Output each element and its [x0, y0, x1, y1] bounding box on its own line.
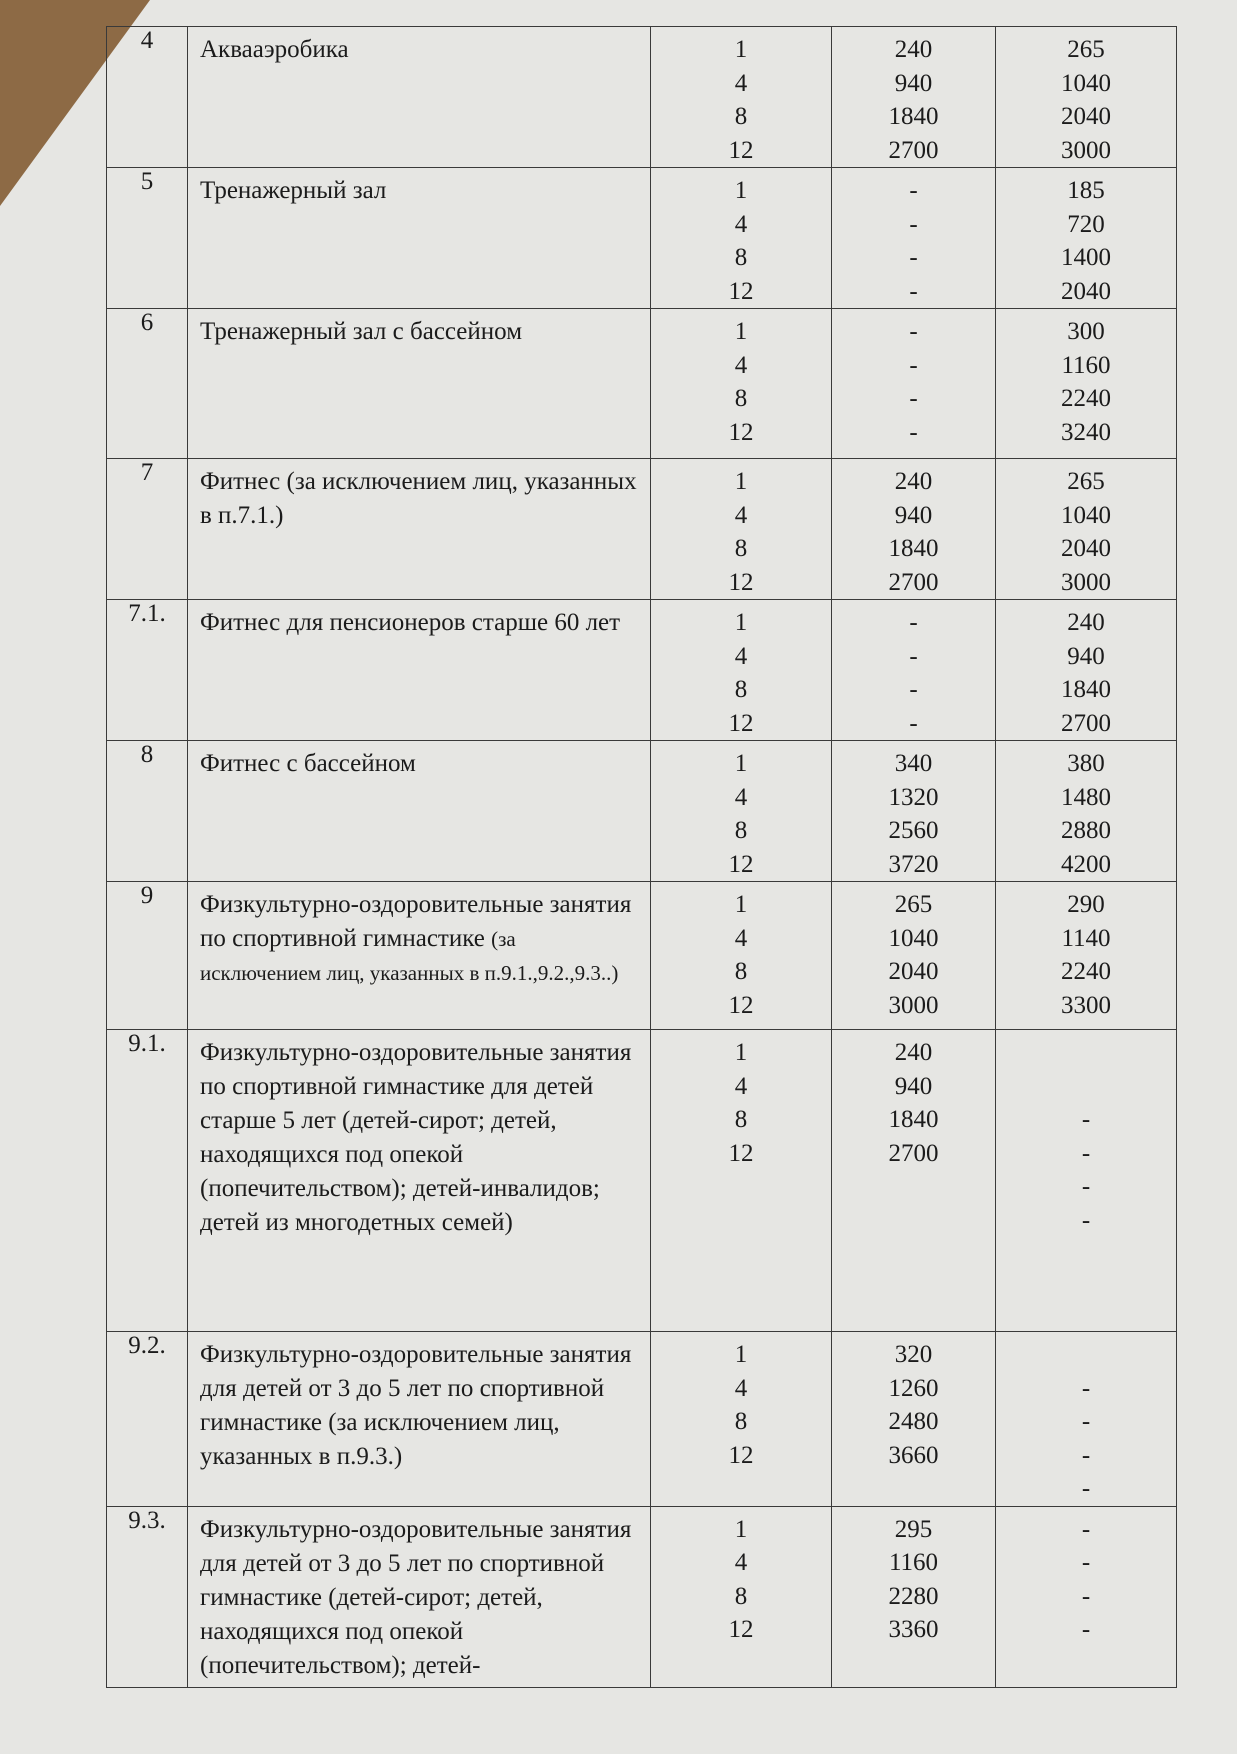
sessions-cell-sessions: [651, 168, 832, 309]
cell-value: 1: [734, 318, 748, 345]
price-cell-price1: [832, 1030, 996, 1332]
row-number: 9.2.: [107, 1332, 188, 1507]
cell-value: 185: [1067, 177, 1105, 204]
price-cell-price1: [832, 309, 996, 459]
table-row: [107, 309, 1177, 459]
service-name-text: Фитнес (за исключением лиц, указанных в п.7.1.): [200, 468, 637, 529]
cell-value: 4: [734, 1374, 748, 1402]
cell-value: 4: [734, 351, 748, 379]
cell-value: 1: [734, 177, 748, 204]
table-row: [107, 1332, 1177, 1507]
price-cell-price2: [996, 309, 1177, 459]
cell-value: 1840: [888, 535, 939, 562]
row-number: 4: [107, 27, 188, 168]
service-name: [188, 741, 651, 882]
table-row: [107, 168, 1177, 309]
cell-value: -: [909, 318, 918, 345]
row-number: 8: [107, 741, 188, 882]
cell-value: 12: [728, 991, 754, 1019]
cell-value: 3660: [888, 1441, 939, 1469]
table-row: [107, 600, 1177, 741]
cell-value: -: [1081, 1139, 1091, 1167]
cell-value: 340: [894, 750, 933, 777]
cell-value: 300: [1067, 318, 1105, 345]
price-cell-price1: [832, 600, 996, 741]
service-name: [188, 168, 651, 309]
price-cell-price1: [832, 741, 996, 882]
cell-value: 1840: [888, 1106, 939, 1133]
cell-value: 8: [734, 244, 748, 271]
price-cell-price2: [996, 1506, 1177, 1687]
cell-value: 1160: [1061, 351, 1111, 379]
cell-value: [996, 1070, 1176, 1104]
cell-value: 12: [728, 136, 754, 164]
cell-value: -: [1081, 1374, 1091, 1402]
cell-value: 1840: [1061, 676, 1111, 703]
sessions-cell-sessions: [651, 1506, 832, 1687]
service-name: [188, 1506, 651, 1687]
service-name-text: Физкультурно-оздоровительные занятия по спортивной гимнастике: [200, 891, 632, 952]
cell-value: -: [909, 351, 918, 379]
price-cell-price1: [832, 882, 996, 1030]
cell-value: 4: [734, 501, 748, 529]
cell-value: 1400: [1061, 244, 1111, 271]
cell-value: 2040: [1061, 103, 1111, 130]
cell-value: -: [1081, 1408, 1091, 1435]
service-name-note: (за исключением лиц, указанных в п.9.1.,9.2.,9.3..): [200, 927, 619, 985]
cell-value: -: [1081, 1616, 1091, 1643]
cell-value: 12: [728, 277, 754, 305]
cell-value: 295: [894, 1515, 933, 1543]
cell-value: -: [909, 418, 918, 446]
cell-value: 2040: [888, 958, 939, 985]
cell-value: 1: [734, 891, 748, 918]
cell-value: 240: [894, 1039, 933, 1066]
cell-value: 1: [734, 468, 748, 495]
cell-value: -: [1081, 1582, 1091, 1610]
cell-value: 8: [734, 817, 748, 844]
price-cell-price1: [832, 1506, 996, 1687]
cell-value: 12: [728, 1441, 754, 1469]
cell-value: 2480: [888, 1408, 939, 1435]
service-name: [188, 1030, 651, 1332]
cell-value: 720: [1067, 210, 1105, 238]
price-cell-price2: [996, 741, 1177, 882]
row-number: 7: [107, 459, 188, 600]
cell-value: -: [909, 709, 918, 737]
table-row: [107, 741, 1177, 882]
cell-value: 3000: [1061, 568, 1111, 596]
cell-value: 1040: [1061, 501, 1111, 529]
cell-value: 1480: [1061, 783, 1111, 811]
cell-value: -: [1081, 1475, 1091, 1502]
cell-value: 3000: [1061, 136, 1111, 164]
cell-value: 1160: [888, 1549, 939, 1576]
cell-value: 8: [734, 103, 748, 130]
price-cell-price1: [832, 168, 996, 309]
cell-value: 12: [728, 850, 754, 878]
cell-value: 940: [894, 69, 933, 97]
cell-value: 1320: [888, 783, 939, 811]
cell-value: 8: [734, 535, 748, 562]
cell-value: 940: [894, 1072, 933, 1100]
table-row: [107, 1506, 1177, 1687]
cell-value: 2560: [888, 817, 939, 844]
cell-value: 1840: [888, 103, 939, 130]
cell-value: 290: [1067, 891, 1105, 918]
service-name-text: Физкультурно-оздоровительные занятия для детей от 3 до 5 лет по спортивной гимнастике (детей-сирот; детей, находящихся под опекой (попечительством); детей-: [200, 1515, 632, 1679]
cell-value: 8: [734, 385, 748, 412]
price-cell-price1: [832, 459, 996, 600]
cell-value: 8: [734, 1408, 748, 1435]
cell-value: 3000: [888, 991, 939, 1019]
cell-value: 3360: [888, 1616, 939, 1643]
cell-value: 4200: [1061, 850, 1111, 878]
cell-value: 240: [1067, 609, 1105, 636]
cell-value: 4: [734, 210, 748, 238]
sessions-cell-sessions: [651, 27, 832, 168]
service-name: [188, 309, 651, 459]
cell-value: -: [909, 244, 918, 271]
service-name-text: Физкультурно-оздоровительные занятия по спортивной гимнастике для детей старше 5 лет (детей-сирот; детей, находящихся под опекой (попечительством); детей-инвалидов; детей из многодетных семей): [200, 1039, 632, 1236]
price-cell-price1: [832, 1332, 996, 1507]
service-name: [188, 600, 651, 741]
price-cell-price2: [996, 882, 1177, 1030]
cell-value: 3300: [1061, 991, 1111, 1019]
cell-value: 2700: [888, 568, 939, 596]
cell-value: 1: [734, 609, 748, 636]
sessions-cell-sessions: [651, 882, 832, 1030]
price-cell-price2: [996, 1332, 1177, 1507]
price-cell-price1: [832, 27, 996, 168]
cell-value: -: [1081, 1549, 1091, 1576]
cell-value: [996, 1338, 1176, 1372]
cell-value: -: [1081, 1515, 1091, 1543]
cell-value: 4: [734, 642, 748, 670]
service-name-text: Тренажерный зал с бассейном: [200, 318, 523, 345]
cell-value: 1: [734, 1515, 748, 1543]
cell-value: 1040: [1061, 69, 1111, 97]
service-name: [188, 27, 651, 168]
price-cell-price2: [996, 27, 1177, 168]
price-cell-price2: [996, 600, 1177, 741]
row-number: 5: [107, 168, 188, 309]
price-table: [106, 26, 1177, 1688]
table-row: [107, 27, 1177, 168]
cell-value: 2880: [1061, 817, 1111, 844]
cell-value: -: [1081, 1441, 1091, 1469]
sessions-cell-sessions: [651, 600, 832, 741]
cell-value: 320: [894, 1341, 933, 1368]
row-number: 7.1.: [107, 600, 188, 741]
cell-value: 940: [1067, 642, 1105, 670]
row-number: 6: [107, 309, 188, 459]
cell-value: -: [1081, 1106, 1091, 1133]
cell-value: 8: [734, 676, 748, 703]
cell-value: 1: [734, 36, 748, 63]
cell-value: 4: [734, 783, 748, 811]
cell-value: 8: [734, 1106, 748, 1133]
cell-value: -: [1081, 1173, 1091, 1200]
sessions-cell-sessions: [651, 309, 832, 459]
sessions-cell-sessions: [651, 741, 832, 882]
cell-value: -: [909, 277, 918, 305]
row-number: 9: [107, 882, 188, 1030]
service-name: [188, 882, 651, 1030]
cell-value: 2280: [888, 1582, 939, 1610]
cell-value: 4: [734, 69, 748, 97]
service-name-text: Фитнес для пенсионеров старше 60 лет: [200, 609, 621, 636]
price-cell-price2: [996, 1030, 1177, 1332]
row-number: 9.1.: [107, 1030, 188, 1332]
sessions-cell-sessions: [651, 459, 832, 600]
cell-value: 265: [1067, 468, 1105, 495]
cell-value: 940: [894, 501, 933, 529]
cell-value: 12: [728, 1139, 754, 1167]
cell-value: 265: [894, 891, 933, 918]
cell-value: 3720: [888, 850, 939, 878]
service-name-text: Физкультурно-оздоровительные занятия для детей от 3 до 5 лет по спортивной гимнастике (за исключением лиц, указанных в п.9.3.): [200, 1341, 632, 1470]
cell-value: -: [909, 177, 918, 204]
cell-value: 12: [728, 709, 754, 737]
cell-value: -: [909, 385, 918, 412]
cell-value: 4: [734, 1072, 748, 1100]
cell-value: 1040: [888, 924, 939, 952]
row-number: 9.3.: [107, 1506, 188, 1687]
cell-value: 2040: [1061, 277, 1111, 305]
cell-value: -: [909, 676, 918, 703]
cell-value: 12: [728, 418, 754, 446]
cell-value: 1: [734, 1341, 748, 1368]
service-name-text: Аквааэробика: [200, 36, 349, 63]
cell-value: 1: [734, 750, 748, 777]
table-row: [107, 1030, 1177, 1332]
cell-value: 4: [734, 924, 748, 952]
cell-value: 1: [734, 1039, 748, 1066]
cell-value: -: [909, 210, 918, 238]
cell-value: 2700: [888, 136, 939, 164]
cell-value: 2240: [1061, 385, 1111, 412]
price-cell-price2: [996, 459, 1177, 600]
cell-value: 380: [1067, 750, 1105, 777]
cell-value: -: [1081, 1206, 1091, 1234]
cell-value: 12: [728, 568, 754, 596]
table-row: [107, 882, 1177, 1030]
cell-value: 2700: [888, 1139, 939, 1167]
cell-value: 240: [894, 36, 933, 63]
cell-value: 8: [734, 958, 748, 985]
cell-value: 2700: [1061, 709, 1111, 737]
sessions-cell-sessions: [651, 1332, 832, 1507]
cell-value: 4: [734, 1549, 748, 1576]
cell-value: 3240: [1061, 418, 1111, 446]
cell-value: 240: [894, 468, 933, 495]
service-name: [188, 1332, 651, 1507]
sessions-cell-sessions: [651, 1030, 832, 1332]
cell-value: [996, 1036, 1176, 1070]
table-row: [107, 459, 1177, 600]
cell-value: -: [909, 642, 918, 670]
cell-value: 1260: [888, 1374, 939, 1402]
cell-value: 265: [1067, 36, 1105, 63]
cell-value: 8: [734, 1582, 748, 1610]
cell-value: 2240: [1061, 958, 1111, 985]
service-name-text: Фитнес с бассейном: [200, 750, 416, 777]
cell-value: 2040: [1061, 535, 1111, 562]
service-name-text: Тренажерный зал: [200, 177, 387, 204]
service-name: [188, 459, 651, 600]
cell-value: 12: [728, 1616, 754, 1643]
price-cell-price2: [996, 168, 1177, 309]
cell-value: -: [909, 609, 918, 636]
cell-value: 1140: [1061, 924, 1111, 952]
